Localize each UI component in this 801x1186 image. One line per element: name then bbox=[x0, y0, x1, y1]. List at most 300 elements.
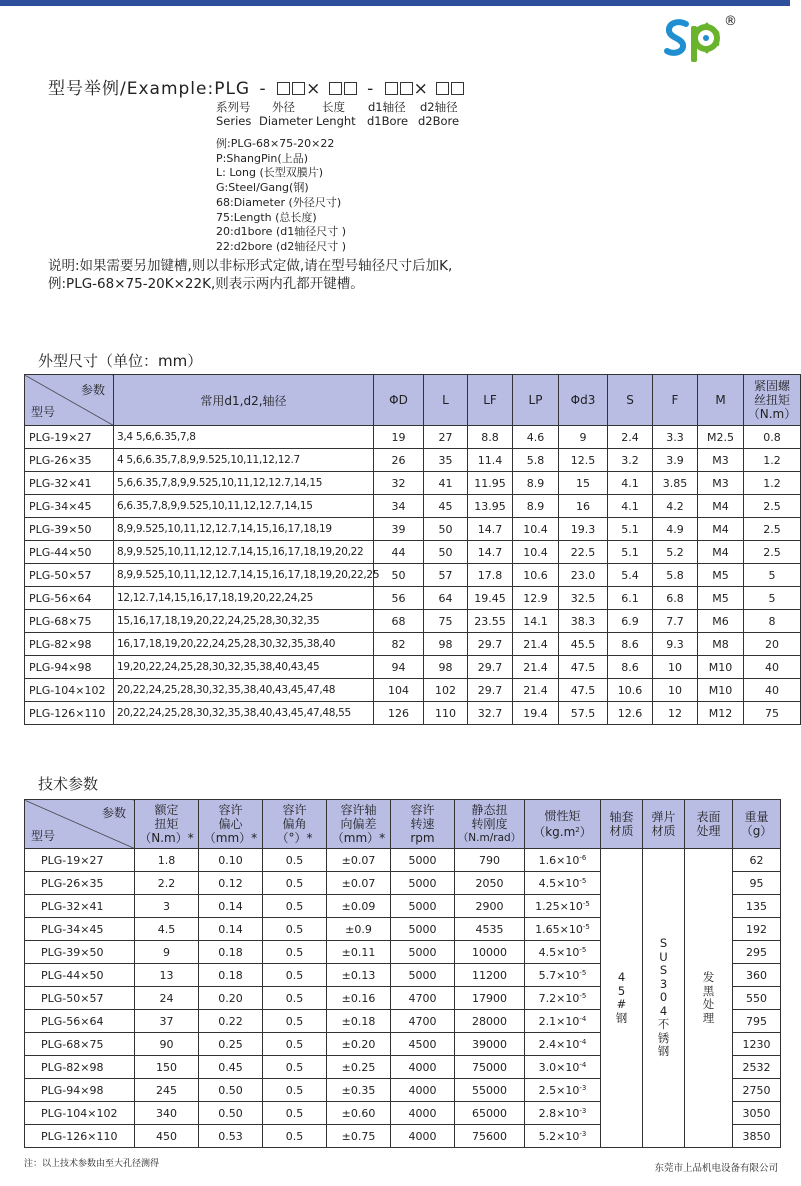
header-line: 向偏差 bbox=[340, 817, 377, 831]
placeholder-box bbox=[451, 82, 464, 95]
example-line: 20:d1bore (d1轴径尺寸 ) bbox=[216, 225, 347, 239]
radial-cell: 0.25 bbox=[199, 1033, 263, 1056]
surface-treatment bbox=[685, 849, 733, 1148]
inertia-times: ×10 bbox=[556, 853, 580, 867]
header-max-speed bbox=[391, 800, 455, 849]
disc-material-char: U bbox=[659, 949, 668, 964]
screw-cell: M3 bbox=[698, 449, 744, 472]
lp-cell: 5.8 bbox=[513, 449, 559, 472]
length-cell: 50 bbox=[424, 541, 468, 564]
weight-cell: 2532 bbox=[733, 1056, 781, 1079]
inertia-times: ×10 bbox=[559, 899, 583, 913]
inertia-exponent: -5 bbox=[579, 945, 587, 954]
inertia-cell bbox=[525, 964, 601, 987]
lf-cell: 29.7 bbox=[468, 633, 513, 656]
f-cell: 9.3 bbox=[653, 633, 698, 656]
s-cell: 4.1 bbox=[608, 472, 653, 495]
rated-torque-cell: 150 bbox=[135, 1056, 199, 1079]
lp-cell: 21.4 bbox=[513, 656, 559, 679]
model-cell: PLG-68×75 bbox=[25, 610, 114, 633]
label-d2-en: d2Bore bbox=[418, 114, 460, 128]
header-line: 材质 bbox=[609, 824, 634, 838]
speed-cell: 4700 bbox=[391, 1010, 455, 1033]
outer-diameter-cell: 34 bbox=[374, 495, 424, 518]
speed-cell: 4000 bbox=[391, 1056, 455, 1079]
s-cell: 8.6 bbox=[608, 656, 653, 679]
label-diameter-en: Diameter bbox=[259, 114, 313, 128]
inertia-exponent: -5 bbox=[582, 899, 590, 908]
inertia-unit-close: ） bbox=[579, 825, 592, 839]
screw-cell: M10 bbox=[698, 656, 744, 679]
speed-cell: 5000 bbox=[391, 849, 455, 872]
model-cell: PLG-68×75 bbox=[25, 1033, 135, 1056]
inertia-exponent: -4 bbox=[579, 1060, 587, 1069]
inertia-unit-exp: 2 bbox=[575, 826, 580, 834]
surface-treatment-char: 理 bbox=[702, 1010, 715, 1025]
speed-cell: 4000 bbox=[391, 1079, 455, 1102]
bores-cell: 8,9,9.525,10,11,12,12.7,14,15,16,17,18,19,20,22 bbox=[114, 541, 374, 564]
speed-cell: 5000 bbox=[391, 964, 455, 987]
length-cell: 45 bbox=[424, 495, 468, 518]
model-cell: PLG-50×57 bbox=[25, 564, 114, 587]
surface-treatment-char: 处 bbox=[702, 997, 715, 1011]
stiffness-cell: 55000 bbox=[455, 1079, 525, 1102]
placeholder-box bbox=[400, 82, 413, 95]
header-line: 偏心 bbox=[218, 817, 243, 831]
screw-torque-cell: 2.5 bbox=[744, 541, 801, 564]
outer-diameter-cell: 32 bbox=[374, 472, 424, 495]
length-cell: 64 bbox=[424, 587, 468, 610]
inertia-cell bbox=[525, 987, 601, 1010]
hub-material bbox=[601, 849, 643, 1148]
outer-diameter-cell: 94 bbox=[374, 656, 424, 679]
placeholder-box bbox=[277, 82, 290, 95]
model-cell: PLG-44×50 bbox=[25, 964, 135, 987]
radial-cell: 0.50 bbox=[199, 1102, 263, 1125]
model-cell: PLG-34×45 bbox=[25, 495, 114, 518]
length-cell: 35 bbox=[424, 449, 468, 472]
disc-material-char: 锈 bbox=[657, 1030, 670, 1045]
header-line: 容许 bbox=[218, 803, 243, 817]
disc-material-char: S bbox=[659, 963, 668, 978]
header-line: （mm）* bbox=[203, 831, 258, 845]
header-static-stiffness bbox=[455, 800, 525, 849]
example-prefix: 型号举例/Example:PLG bbox=[48, 79, 251, 99]
angular-cell: 0.5 bbox=[263, 918, 327, 941]
axial-cell: ±0.60 bbox=[327, 1102, 391, 1125]
stiffness-cell: 75600 bbox=[455, 1125, 525, 1148]
surface-treatment-char: 黑 bbox=[702, 983, 715, 998]
lp-cell: 10.4 bbox=[513, 541, 559, 564]
header-lp: LP bbox=[513, 375, 559, 426]
inertia-exponent: -5 bbox=[582, 922, 590, 931]
table-row bbox=[25, 633, 801, 656]
lf-cell: 11.95 bbox=[468, 472, 513, 495]
lf-cell: 29.7 bbox=[468, 679, 513, 702]
inertia-cell bbox=[525, 872, 601, 895]
header-line: （N.m） bbox=[747, 407, 797, 421]
d3-cell: 23.0 bbox=[559, 564, 608, 587]
inertia-mantissa: 3.0 bbox=[538, 1060, 557, 1074]
stiffness-cell: 65000 bbox=[455, 1102, 525, 1125]
angular-cell: 0.5 bbox=[263, 895, 327, 918]
header-line: 转刚度 bbox=[471, 817, 508, 831]
inertia-mantissa: 7.2 bbox=[538, 991, 557, 1005]
header-line: （mm）* bbox=[331, 831, 386, 845]
lf-cell: 8.8 bbox=[468, 426, 513, 449]
screw-torque-cell: 40 bbox=[744, 679, 801, 702]
header-line: 弹片 bbox=[651, 810, 676, 824]
inertia-times: ×10 bbox=[556, 945, 580, 959]
inertia-exponent: -3 bbox=[579, 1083, 587, 1092]
weight-cell: 3050 bbox=[733, 1102, 781, 1125]
corner-model-label: 型号 bbox=[31, 829, 56, 843]
screw-torque-cell: 8 bbox=[744, 610, 801, 633]
tech-params-table bbox=[24, 799, 781, 1148]
outer-diameter-cell: 56 bbox=[374, 587, 424, 610]
placeholder-box bbox=[329, 82, 342, 95]
rated-torque-cell: 3 bbox=[135, 895, 199, 918]
placeholder-box bbox=[436, 82, 449, 95]
table-row bbox=[25, 518, 801, 541]
lp-cell: 10.6 bbox=[513, 564, 559, 587]
lf-cell: 13.95 bbox=[468, 495, 513, 518]
length-cell: 98 bbox=[424, 656, 468, 679]
model-cell: PLG-32×41 bbox=[25, 895, 135, 918]
bores-cell: 19,20,22,24,25,28,30,32,35,38,40,43,45 bbox=[114, 656, 374, 679]
note-line: 说明:如果需要另加键槽,则以非标形式定做,请在型号轴径尺寸后加K, bbox=[48, 258, 453, 274]
screw-torque-cell: 0.8 bbox=[744, 426, 801, 449]
stiffness-cell: 39000 bbox=[455, 1033, 525, 1056]
inertia-mantissa: 1.65 bbox=[535, 922, 560, 936]
inertia-cell bbox=[525, 895, 601, 918]
lp-cell: 12.9 bbox=[513, 587, 559, 610]
bores-cell: 15,16,17,18,19,20,22,24,25,28,30,32,35 bbox=[114, 610, 374, 633]
inertia-cell bbox=[525, 1056, 601, 1079]
dash: - bbox=[367, 79, 375, 99]
speed-cell: 5000 bbox=[391, 918, 455, 941]
header-lf: LF bbox=[468, 375, 513, 426]
rated-torque-cell: 37 bbox=[135, 1010, 199, 1033]
outer-diameter-cell: 68 bbox=[374, 610, 424, 633]
model-cell: PLG-39×50 bbox=[25, 518, 114, 541]
inertia-cell bbox=[525, 1010, 601, 1033]
inertia-exponent: -4 bbox=[579, 1037, 587, 1046]
model-cell: PLG-56×64 bbox=[25, 1010, 135, 1033]
weight-cell: 1230 bbox=[733, 1033, 781, 1056]
axial-cell: ±0.07 bbox=[327, 849, 391, 872]
example-line: 68:Diameter (外径尺寸) bbox=[216, 195, 342, 209]
d3-cell: 19.3 bbox=[559, 518, 608, 541]
disc-material-char: 3 bbox=[659, 976, 668, 991]
header-disc-material bbox=[643, 800, 685, 849]
lp-cell: 8.9 bbox=[513, 472, 559, 495]
placeholder-box bbox=[385, 82, 398, 95]
radial-cell: 0.50 bbox=[199, 1079, 263, 1102]
bores-cell: 6,6.35,7,8,9,9.525,10,11,12,12.7,14,15 bbox=[114, 495, 374, 518]
rated-torque-cell: 9 bbox=[135, 941, 199, 964]
dims-corner-cell bbox=[25, 375, 114, 426]
rated-torque-cell: 450 bbox=[135, 1125, 199, 1148]
inertia-cell bbox=[525, 918, 601, 941]
header-line: 紧固螺 bbox=[753, 379, 790, 393]
rated-torque-cell: 13 bbox=[135, 964, 199, 987]
header-f: F bbox=[653, 375, 698, 426]
model-cell: PLG-19×27 bbox=[25, 849, 135, 872]
inertia-unit: （kg.m bbox=[533, 825, 576, 839]
weight-cell: 62 bbox=[733, 849, 781, 872]
inertia-times: ×10 bbox=[556, 1037, 580, 1051]
d3-cell: 38.3 bbox=[559, 610, 608, 633]
d3-cell: 47.5 bbox=[559, 679, 608, 702]
tech-corner-cell bbox=[25, 800, 135, 849]
stiffness-cell: 11200 bbox=[455, 964, 525, 987]
radial-cell: 0.10 bbox=[199, 849, 263, 872]
speed-cell: 4000 bbox=[391, 1102, 455, 1125]
screw-cell: M5 bbox=[698, 587, 744, 610]
example-line: P:ShangPin(上品) bbox=[216, 151, 308, 165]
example-line: L: Long (长型双膜片) bbox=[216, 166, 324, 180]
d3-cell: 45.5 bbox=[559, 633, 608, 656]
inertia-mantissa: 1.25 bbox=[535, 899, 560, 913]
f-cell: 10 bbox=[653, 679, 698, 702]
header-line: 惯性矩 bbox=[544, 809, 581, 823]
header-line: 处理 bbox=[696, 824, 721, 838]
f-cell: 4.9 bbox=[653, 518, 698, 541]
bores-cell: 8,9,9.525,10,11,12,12.7,14,15,16,17,18,19,20,22,25 bbox=[114, 564, 374, 587]
header-line: rpm bbox=[410, 831, 435, 845]
label-series-en: Series bbox=[216, 114, 252, 128]
angular-cell: 0.5 bbox=[263, 987, 327, 1010]
header-line: 额定 bbox=[154, 803, 179, 817]
screw-cell: M3 bbox=[698, 472, 744, 495]
screw-torque-cell: 1.2 bbox=[744, 449, 801, 472]
header-rated-torque bbox=[135, 800, 199, 849]
inertia-exponent: -3 bbox=[579, 1129, 587, 1138]
f-cell: 3.3 bbox=[653, 426, 698, 449]
placeholder-box bbox=[344, 82, 357, 95]
rated-torque-cell: 245 bbox=[135, 1079, 199, 1102]
inertia-exponent: -6 bbox=[579, 853, 587, 862]
rated-torque-cell: 90 bbox=[135, 1033, 199, 1056]
model-cell: PLG-50×57 bbox=[25, 987, 135, 1010]
example-line: 例:PLG-68×75-20×22 bbox=[216, 137, 335, 150]
screw-torque-cell: 5 bbox=[744, 587, 801, 610]
s-cell: 6.1 bbox=[608, 587, 653, 610]
outer-diameter-cell: 26 bbox=[374, 449, 424, 472]
stiffness-cell: 10000 bbox=[455, 941, 525, 964]
table-row bbox=[25, 702, 801, 725]
inertia-times: ×10 bbox=[556, 1014, 580, 1028]
lf-cell: 32.7 bbox=[468, 702, 513, 725]
inertia-mantissa: 2.4 bbox=[538, 1037, 557, 1051]
weight-cell: 95 bbox=[733, 872, 781, 895]
angular-cell: 0.5 bbox=[263, 1125, 327, 1148]
header-m: M bbox=[698, 375, 744, 426]
radial-cell: 0.53 bbox=[199, 1125, 263, 1148]
weight-cell: 192 bbox=[733, 918, 781, 941]
radial-cell: 0.45 bbox=[199, 1056, 263, 1079]
stiffness-cell: 790 bbox=[455, 849, 525, 872]
f-cell: 4.2 bbox=[653, 495, 698, 518]
dims-section-title: 外型尺寸（单位：mm） bbox=[38, 352, 203, 370]
angular-cell: 0.5 bbox=[263, 1056, 327, 1079]
d3-cell: 32.5 bbox=[559, 587, 608, 610]
header-outer-diameter: ΦD bbox=[374, 375, 424, 426]
d3-cell: 12.5 bbox=[559, 449, 608, 472]
bores-cell: 16,17,18,19,20,22,24,25,28,30,32,35,38,40 bbox=[114, 633, 374, 656]
screw-cell: M2.5 bbox=[698, 426, 744, 449]
tech-section-title: 技术参数 bbox=[38, 775, 99, 793]
screw-torque-cell: 75 bbox=[744, 702, 801, 725]
inertia-cell bbox=[525, 941, 601, 964]
header-s: S bbox=[608, 375, 653, 426]
speed-cell: 5000 bbox=[391, 895, 455, 918]
f-cell: 10 bbox=[653, 656, 698, 679]
length-cell: 50 bbox=[424, 518, 468, 541]
header-line: （°）* bbox=[276, 831, 313, 845]
screw-torque-cell: 1.2 bbox=[744, 472, 801, 495]
bores-cell: 4 5,6,6.35,7,8,9,9.525,10,11,12,12.7 bbox=[114, 449, 374, 472]
s-cell: 3.2 bbox=[608, 449, 653, 472]
model-cell: PLG-82×98 bbox=[25, 633, 114, 656]
example-line: 22:d2bore (d2轴径尺寸 ) bbox=[216, 239, 347, 253]
model-cell: PLG-126×110 bbox=[25, 1125, 135, 1148]
f-cell: 6.8 bbox=[653, 587, 698, 610]
header-axial-misalignment bbox=[327, 800, 391, 849]
screw-torque-cell: 5 bbox=[744, 564, 801, 587]
axial-cell: ±0.09 bbox=[327, 895, 391, 918]
radial-cell: 0.22 bbox=[199, 1010, 263, 1033]
inertia-mantissa: 5.2 bbox=[538, 1129, 557, 1143]
screw-torque-cell: 2.5 bbox=[744, 495, 801, 518]
inertia-cell bbox=[525, 1079, 601, 1102]
length-cell: 27 bbox=[424, 426, 468, 449]
model-cell: PLG-104×102 bbox=[25, 1102, 135, 1125]
lf-cell: 11.4 bbox=[468, 449, 513, 472]
header-line: 容许 bbox=[282, 803, 307, 817]
inertia-times: ×10 bbox=[556, 1129, 580, 1143]
f-cell: 3.85 bbox=[653, 472, 698, 495]
disc-material-char: S bbox=[659, 936, 668, 951]
bores-cell: 5,6,6.35,7,8,9,9.525,10,11,12,12.7,14,15 bbox=[114, 472, 374, 495]
inertia-mantissa: 5.7 bbox=[538, 968, 557, 982]
rated-torque-cell: 340 bbox=[135, 1102, 199, 1125]
header-line: （N.m/rad） bbox=[457, 832, 522, 844]
inertia-mantissa: 1.6 bbox=[538, 853, 557, 867]
speed-cell: 4700 bbox=[391, 987, 455, 1010]
lp-cell: 8.9 bbox=[513, 495, 559, 518]
table-row bbox=[25, 610, 801, 633]
hub-material-char: 钢 bbox=[615, 1010, 628, 1025]
s-cell: 4.1 bbox=[608, 495, 653, 518]
header-line: 扭矩 bbox=[154, 817, 179, 831]
header-line: 表面 bbox=[696, 810, 721, 824]
label-d1-en: d1Bore bbox=[367, 114, 409, 128]
s-cell: 5.1 bbox=[608, 541, 653, 564]
registered-mark: ® bbox=[724, 14, 737, 29]
hub-material-char: 5 bbox=[617, 983, 626, 998]
lp-cell: 4.6 bbox=[513, 426, 559, 449]
screw-cell: M4 bbox=[698, 518, 744, 541]
d3-cell: 47.5 bbox=[559, 656, 608, 679]
weight-cell: 550 bbox=[733, 987, 781, 1010]
lf-cell: 23.55 bbox=[468, 610, 513, 633]
lp-cell: 21.4 bbox=[513, 633, 559, 656]
weight-cell: 360 bbox=[733, 964, 781, 987]
inertia-times: ×10 bbox=[556, 1106, 580, 1120]
inertia-exponent: -5 bbox=[579, 876, 587, 885]
inertia-exponent: -5 bbox=[579, 991, 587, 1000]
d3-cell: 9 bbox=[559, 426, 608, 449]
angular-cell: 0.5 bbox=[263, 1102, 327, 1125]
axial-cell: ±0.25 bbox=[327, 1056, 391, 1079]
header-moment-of-inertia bbox=[525, 800, 601, 849]
header-length: L bbox=[424, 375, 468, 426]
lf-cell: 19.45 bbox=[468, 587, 513, 610]
inertia-exponent: -3 bbox=[579, 1106, 587, 1115]
stiffness-cell: 17900 bbox=[455, 987, 525, 1010]
lp-cell: 21.4 bbox=[513, 679, 559, 702]
model-cell: PLG-94×98 bbox=[25, 656, 114, 679]
screw-torque-cell: 40 bbox=[744, 656, 801, 679]
inertia-times: ×10 bbox=[559, 922, 583, 936]
outer-diameter-cell: 82 bbox=[374, 633, 424, 656]
table-row bbox=[25, 426, 801, 449]
inertia-mantissa: 2.5 bbox=[538, 1083, 557, 1097]
inertia-times: ×10 bbox=[556, 968, 580, 982]
header-line: 容许 bbox=[410, 803, 435, 817]
table-row bbox=[25, 472, 801, 495]
inertia-times: ×10 bbox=[556, 1083, 580, 1097]
angular-cell: 0.5 bbox=[263, 872, 327, 895]
stiffness-cell: 2900 bbox=[455, 895, 525, 918]
model-cell: PLG-44×50 bbox=[25, 541, 114, 564]
header-hub-material bbox=[601, 800, 643, 849]
label-d1-cn: d1轴径 bbox=[368, 100, 406, 114]
screw-torque-cell: 20 bbox=[744, 633, 801, 656]
inertia-times: ×10 bbox=[556, 991, 580, 1005]
corner-param-label: 参数 bbox=[101, 806, 126, 820]
radial-cell: 0.18 bbox=[199, 964, 263, 987]
header-line: 重量 bbox=[744, 810, 769, 824]
screw-cell: M6 bbox=[698, 610, 744, 633]
rated-torque-cell: 2.2 bbox=[135, 872, 199, 895]
disc-material-char: 0 bbox=[659, 990, 668, 1005]
s-cell: 6.9 bbox=[608, 610, 653, 633]
f-cell: 3.9 bbox=[653, 449, 698, 472]
times-sign: × bbox=[413, 79, 429, 99]
header-line: 材质 bbox=[651, 824, 676, 838]
angular-cell: 0.5 bbox=[263, 1010, 327, 1033]
corner-model-label: 型号 bbox=[31, 405, 56, 419]
inertia-mantissa: 2.1 bbox=[538, 1014, 557, 1028]
model-cell: PLG-32×41 bbox=[25, 472, 114, 495]
header-radial-misalignment bbox=[199, 800, 263, 849]
tech-header-row bbox=[25, 800, 781, 849]
model-cell: PLG-26×35 bbox=[25, 872, 135, 895]
table-row bbox=[25, 541, 801, 564]
angular-cell: 0.5 bbox=[263, 1033, 327, 1056]
model-cell: PLG-26×35 bbox=[25, 449, 114, 472]
f-cell: 12 bbox=[653, 702, 698, 725]
example-line: G:Steel/Gang(钢) bbox=[216, 181, 309, 195]
axial-cell: ±0.9 bbox=[327, 918, 391, 941]
dash: - bbox=[259, 79, 267, 99]
screw-cell: M4 bbox=[698, 495, 744, 518]
bores-cell: 12,12.7,14,15,16,17,18,19,20,22,24,25 bbox=[114, 587, 374, 610]
header-bores: 常用d1,d2,轴径 bbox=[114, 375, 374, 426]
